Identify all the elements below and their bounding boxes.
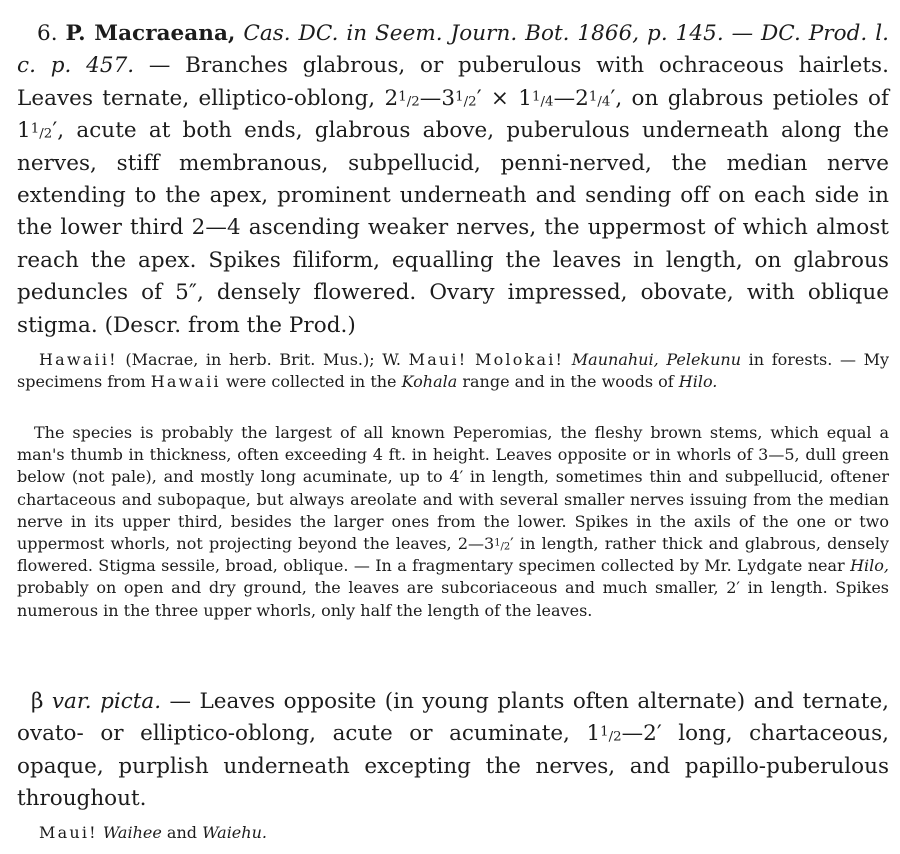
entry-number: 6.: [37, 21, 58, 46]
localities-text-2: in forests. — My specimens from: [17, 350, 889, 392]
discussion-hilo: Hilo,: [850, 556, 889, 576]
description-text-d: —2: [553, 85, 589, 111]
fraction-denominator: /2: [406, 94, 420, 110]
conjunction: and: [161, 823, 203, 842]
discussion-paragraph: [17, 422, 889, 622]
fraction-denominator: /2: [39, 126, 53, 142]
fraction-denominator: /4: [597, 94, 611, 110]
variety-localities: [17, 822, 889, 844]
localities-paragraph: [17, 349, 889, 393]
description-text-e: ′, on glabrous petioles of 1: [17, 85, 889, 144]
description-text-b: —3: [419, 85, 456, 111]
discussion-text-3: probably on open and dry ground, the leaves are subcoriaceous and much smaller, 2′ in length. Spikes numerous in the three upper whorls, only half the length of the leaves.: [17, 578, 889, 620]
variety-name: var. picta.: [51, 689, 162, 714]
species-description: [17, 18, 889, 342]
localities-text-4: range and in the woods of: [457, 372, 679, 392]
locality-hawaii-2: Hawaii: [150, 372, 221, 392]
variety-text-2: —2′ long, chartaceous, opaque, purplish underneath excepting the nerves, and papillo-puberulous throughout.: [17, 721, 890, 812]
space: [564, 350, 572, 369]
locality-molokai: Molokai!: [475, 350, 565, 369]
citation: Cas. DC. in Seem. Journ. Bot. 1866, p. 145. — DC. Prod. l. c. p. 457.: [17, 21, 889, 79]
fraction-denominator: /2: [500, 541, 511, 553]
fraction-numerator: 1: [588, 89, 598, 105]
locality-maunahui: Maunahui,: [571, 350, 659, 369]
fraction-numerator: 1: [30, 121, 40, 137]
space: [467, 350, 475, 369]
discussion-text-2: ′ in length, rather thick and glabrous, densely flowered. Stigma sessile, broad, oblique. — In a fragmentary specimen collected by Mr. Lydgate near: [17, 534, 889, 576]
locality-pelekunu: Pelekunu: [666, 350, 742, 369]
localities-text-1: (Macrae, in herb. Brit. Mus.); W.: [117, 350, 409, 369]
locality-maui: Maui!: [408, 350, 468, 369]
locality-waihee: Waihee: [102, 823, 162, 842]
fraction-denominator: /2: [608, 730, 622, 746]
fraction-numerator: 1: [455, 89, 464, 105]
fraction-numerator: 1: [600, 724, 609, 740]
locality-maui-var: Maui!: [39, 823, 98, 842]
fraction-denominator: /4: [540, 94, 554, 110]
locality-kohala: Kohala: [401, 372, 458, 392]
fraction-numerator: 1: [494, 537, 501, 549]
description-text-c: ′ × 1: [476, 85, 532, 111]
description-text-f: ′, acute at both ends, glabrous above, puberulous underneath along the nerves, stiff membranous, subpellucid, penni-nerved, the median nerve extending to the apex, prominent underneath and sending off on each side in the lower third 2—4 ascending weaker nerves, the uppermost of which almost reach the apex. Spikes filiform, equalling the leaves in length, on glabrous peduncles of 5″, densely flowered. Ovary impressed, obovate, with oblique stigma. (Descr. from the Prod.): [17, 118, 889, 338]
locality-hawaii: Hawaii!: [39, 350, 118, 369]
locality-hilo: Hilo.: [678, 372, 718, 392]
locality-waiehu: Waiehu.: [202, 823, 267, 842]
fraction-denominator: /2: [463, 94, 477, 110]
variety-text-1: — Leaves opposite (in young plants often alternate) and ternate, ovato- or elliptico-oblong, acute or acuminate, 1: [17, 689, 889, 747]
localities-text-3: were collected in the: [220, 372, 402, 392]
discussion-text-1: The species is probably the largest of all known Peperomias, the fleshy brown stems, which equal a man's thumb in thickness, often exceeding 4 ft. in height. Leaves opposite or in whorls of 3—5, dull green below (not pale), and mostly long acuminate, up to 4′ in length, sometimes thin and subpellucid, oftener chartaceous and subopaque, but always areolate and with several smaller nerves issuing from the median nerve in its upper third, besides the larger ones from the lower. Spikes in the axils of the one or two uppermost whorls, not projecting beyond the leaves, 2—3: [17, 423, 889, 554]
fraction-numerator: 1: [531, 89, 541, 105]
fraction-numerator: 1: [398, 89, 407, 105]
description-text-a: — Branches glabrous, or puberulous with ochraceous hairlets. Leaves ternate, elliptico-oblong, 2: [17, 53, 889, 111]
variety-symbol: β: [31, 689, 44, 714]
species-name: P. Macraeana,: [65, 21, 236, 46]
variety-description: [17, 686, 889, 816]
